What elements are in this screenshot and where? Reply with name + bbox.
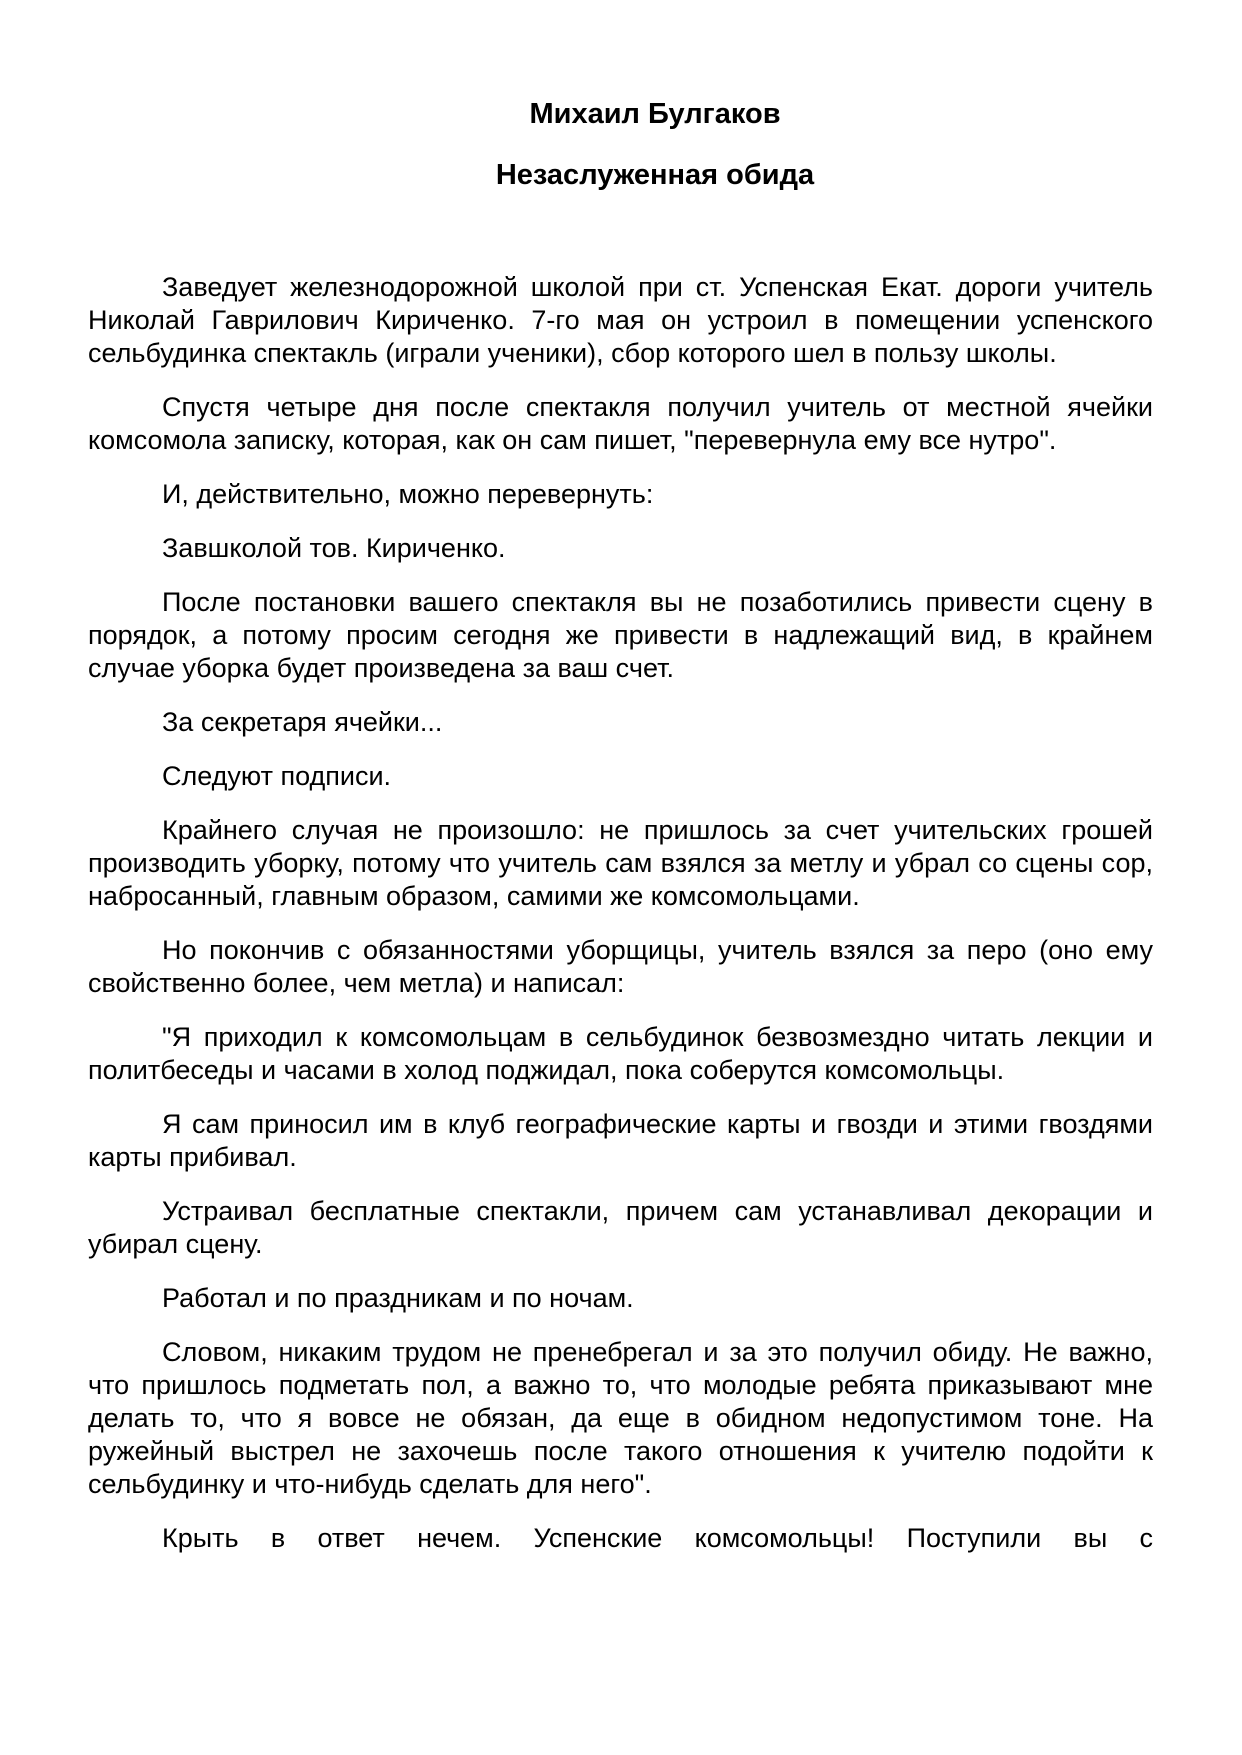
paragraph: За секретаря ячейки... (162, 707, 443, 737)
paragraph: После постановки вашего спектакля вы не позаботились привести сцену в порядок, а потому просим сегодня же привести в надлежащий вид, в крайнем случае уборка будет произведена за ваш счет. (88, 587, 1153, 683)
paragraph: Устраивал бесплатные спектакли, причем сам устанавливал декорации и убирал сцену. (88, 1196, 1153, 1259)
paragraph: Я сам приносил им в клуб географические карты и гвозди и этими гвоздями карты прибивал. (88, 1109, 1153, 1172)
paragraph: Следуют подписи. (162, 761, 392, 791)
paragraph: Спустя четыре дня после спектакля получил учитель от местной ячейки комсомола записку, которая, как он сам пишет, "перевернула ему все нутро". (88, 392, 1153, 455)
paragraph: Заведует железнодорожной школой при ст. Успенская Екат. дороги учитель Николай Гаврилович Кириченко. 7-го мая он устроил в помещении успенского сельбудинка спектакль (играли ученики), сбор которого шел в пользу школы. (88, 272, 1153, 368)
paragraph-continued: Крыть в ответ нечем. Успенские комсомольцы! Поступили вы с (162, 1523, 1153, 1553)
document-title: Незаслуженная обида (495, 159, 815, 191)
author-name: Михаил Булгаков (529, 98, 781, 130)
paragraph: Но покончив с обязанностями уборщицы, учитель взялся за перо (оно ему свойственно более, чем метла) и написал: (88, 935, 1153, 998)
paragraph: Словом, никаким трудом не пренебрегал и за это получил обиду. Не важно, что пришлось подметать пол, а важно то, что молодые ребята приказывают мне делать то, что я вовсе не обязан, да еще в обидном недопустимом тоне. На ружейный выстрел не захочешь после такого отношения к учителю подойти к сельбудинку и что-нибудь сделать для него". (88, 1337, 1153, 1499)
paragraph: Крайнего случая не произошло: не пришлось за счет учительских грошей производить уборку, потому что учитель сам взялся за метлу и убрал со сцены сор, набросанный, главным образом, самими же комсомольцами. (88, 815, 1153, 911)
paragraph: Работал и по праздникам и по ночам. (162, 1283, 634, 1313)
paragraph: Завшколой тов. Кириченко. (162, 533, 506, 563)
body-text (88, 271, 1153, 1555)
paragraph: "Я приходил к комсомольцам в сельбудинок безвозмездно читать лекции и политбеседы и часами в холод поджидал, пока соберутся комсомольцы. (88, 1022, 1153, 1085)
paragraph: И, действительно, можно перевернуть: (162, 479, 654, 509)
